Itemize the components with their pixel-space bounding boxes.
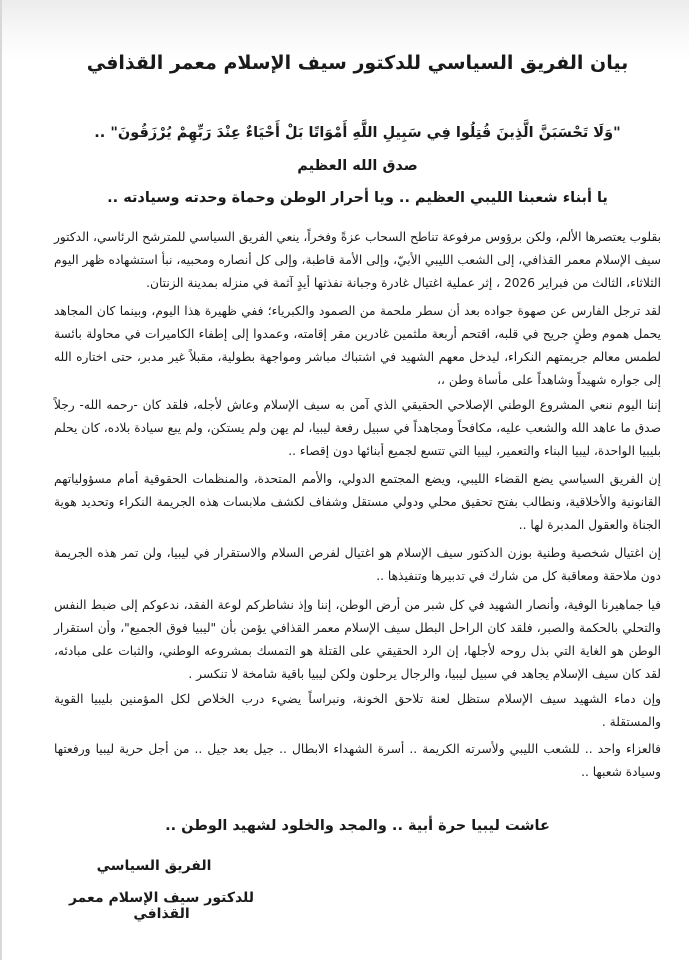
greeting-line: يا أبناء شعبنا الليبي العظيم .. ويا أحرار الوطن وحماة وحدته وسيادته .. bbox=[107, 190, 608, 206]
paragraph-project: إننا اليوم ننعي المشروع الوطني الإصلاحي الحقيقي الذي آمن به سيف الإسلام وعاش لأجله، فلقد كان -رحمه الله- رجلاً صدق ما عاهد الله والشعب عليه، مكافحاً ومجاهداً في سبيل رفعة ليبيا، لم يهن ولم يستكن، ولم يبع سيادة بلاده، كان يحلم بليبيا الواحدة، ليبيا البناء والتعمير، ليبيا التي تتسع لجميع أبنائها دون إقصاء .. bbox=[54, 398, 661, 458]
document-title: بيان الفريق السياسي للدكتور سيف الإسلام معمر القذافي bbox=[86, 52, 629, 74]
closing-slogan: عاشت ليبيا حرة أبية .. والمجد والخلود لشهيد الوطن .. bbox=[165, 818, 550, 834]
paragraph-investigation: إن الفريق السياسي يضع القضاء الليبي، ويضع المجتمع الدولي، والأمم المتحدة، والمنظمات الحقوقية أمام مسؤولياتهم القانونية والأخلاقية، ونطالب بفتح تحقيق محلي ودولي مستقل وشفاف لكشف ملابسات هذه الجريمة النكراء وتحديد هوية الجناة والعقول المدبرة لها .. bbox=[54, 472, 661, 532]
paragraph-condolences: فالعزاء واحد .. للشعب الليبي ولأسرته الكريمة .. أسرة الشهداء الابطال .. جيل بعد جيل .. من أجل حرية ليبيا ورفعتها وسيادة شعبها .. bbox=[54, 742, 661, 779]
paragraph-accountability: إن اغتيال شخصية وطنية بوزن الدكتور سيف الإسلام هو اغتيال لفرص السلام والاستقرار في ليبيا، ولن تمر هذه الجريمة دون ملاحقة ومعاقبة كل من شارك في تدبيرها وتنفيذها .. bbox=[54, 546, 661, 583]
signature-line-1: الفريق السياسي bbox=[96, 858, 212, 874]
paragraph-announcement: بقلوب يعتصرها الألم، ولكن برؤوس مرفوعة تناطح السحاب عزةً وفخراً، ينعي الفريق السياسي للمترشح الرئاسي، الدكتور سيف الإسلام معمر القذافي، إلى الشعب الليبي الأبيّ، وإلى الأمة قاطبة، وإلى كل أنصاره ومحبيه، نبأ استشهاده ظهر اليوم الثلاثاء، الثالث من فبراير 2026 ، إثر عملية اغتيال غادرة وجبانة نفذتها أيدٍ آثمة في منزله بمدينة الزنتان. bbox=[54, 230, 661, 290]
signature-line-2: للدكتور سيف الإسلام معمر القذافي bbox=[68, 890, 255, 922]
paragraph-legacy: وإن دماء الشهيد سيف الإسلام ستظل لعنة تلاحق الخونة، ونبراساً يضيء درب الخلاص لكل المؤمنين بليبيا القوية والمستقلة . bbox=[54, 692, 661, 729]
verse-closing: صدق الله العظيم bbox=[297, 158, 418, 174]
quran-verse: "وَلَا تَحْسَبَنَّ الَّذِينَ قُتِلُوا فِي سَبِيلِ اللَّهِ أَمْوَاتًا بَلْ أَحْيَاءٌ عِنْدَ رَبِّهِمْ يُرْزَقُونَ" .. bbox=[94, 125, 621, 141]
paragraph-incident: لقد ترجل الفارس عن صهوة جواده بعد أن سطر ملحمة من الصمود والكبرياء؛ ففي ظهيرة هذا اليوم، وبينما كان المجاهد يحمل هموم وطنٍ جريح في قلبه، اقتحم أربعة ملثمين غادرين مقر إقامته، وعمدوا إلى إطفاء الكاميرات في محاولة بائسة لطمس معالم جريمتهم النكراء، ليدخل معهم الشهيد في اشتباك مباشر ومواجهة بطولية، مقبلاً غير مدبر، حتى اختاره الله إلى جواره شهيداً وشاهداً على مأساة وطن ،، bbox=[54, 304, 661, 387]
paragraph-call-to-calm: فيا جماهيرنا الوفية، وأنصار الشهيد في كل شبر من أرض الوطن، إننا وإذ نشاطركم لوعة الفقد، ندعوكم إلى ضبط النفس والتحلي بالحكمة والصبر، فلقد كان الراحل البطل سيف الإسلام معمر القذافي يؤمن بأن "ليبيا فوق الجميع"، وأن استقرار الوطن هو الغاية التي بذل روحه لأجلها، إن الرد الحقيقي على القتلة هو التمسك بمشروعه الوطني، والثبات على مبادئه، لقد كان سيف الإسلام يجاهد في سبيل ليبيا، والرجال يرحلون ولكن ليبيا باقية شامخة لا تنكسر . bbox=[54, 598, 661, 681]
